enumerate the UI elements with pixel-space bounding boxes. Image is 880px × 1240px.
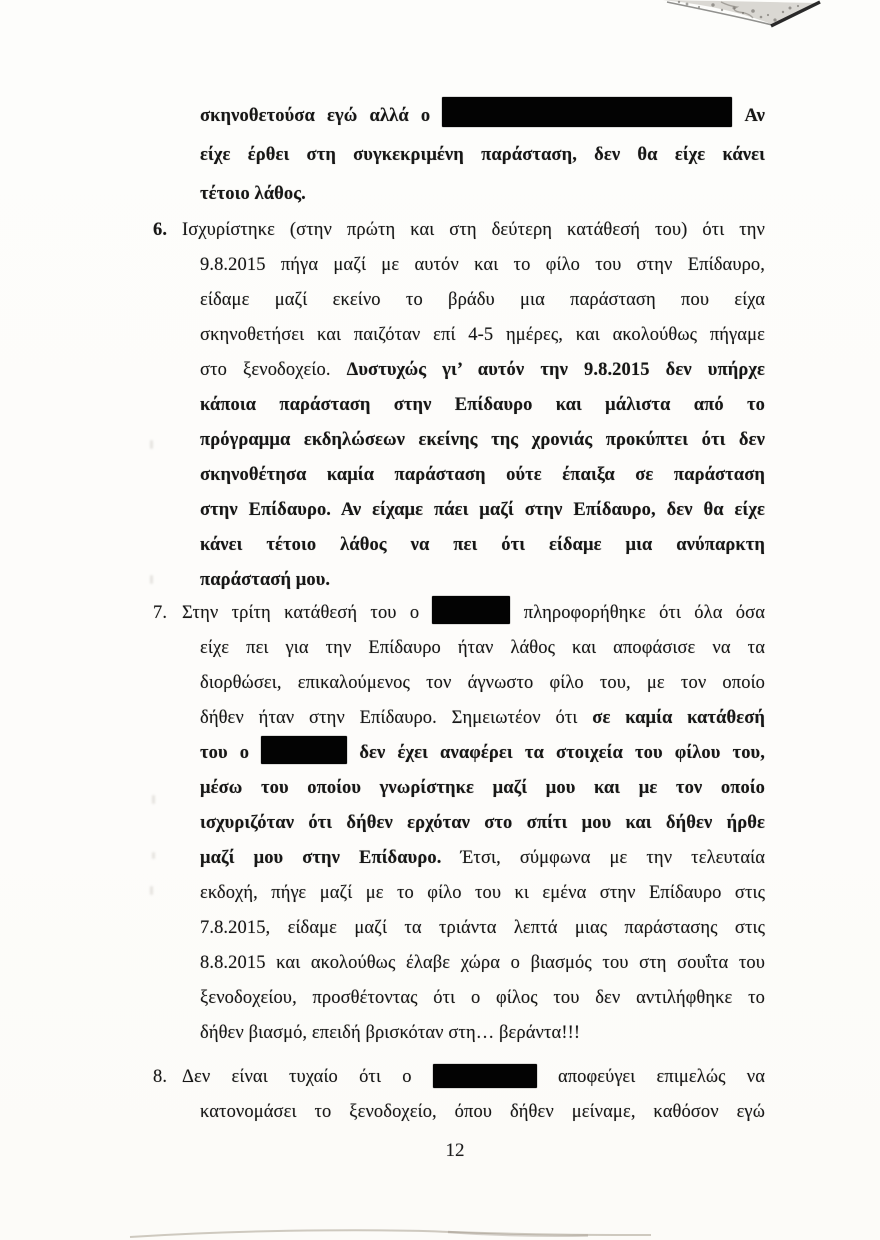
- text-line: [200, 1095, 765, 1130]
- page-number: 12: [445, 1140, 465, 1161]
- text-line: [200, 283, 765, 318]
- redaction-bar: [432, 596, 510, 624]
- paragraph-p7: [153, 596, 766, 1051]
- text-line: [200, 423, 765, 458]
- text-segment: σκηνοθέτησα καμία παράσταση ούτε έπαιξα σε παράσταση: [200, 465, 765, 485]
- text-line: [200, 318, 765, 353]
- text-segment: δήθεν ήταν στην Επίδαυρο. Σημειωτέον ότι: [200, 708, 578, 728]
- text-segment: πληροφορήθηκε ότι όλα όσα: [523, 603, 766, 623]
- text-segment: δήθεν βιασμό, επειδή βρισκόταν στη… βεράντα!!!: [200, 1023, 581, 1043]
- text-line: [200, 528, 765, 563]
- text-line: [200, 876, 765, 911]
- text-line: [200, 493, 765, 528]
- text-segment: σκηνοθετούσα εγώ αλλά ο: [200, 106, 431, 126]
- scan-artifact-bottom-line: [118, 1224, 663, 1240]
- text-segment: αποφεύγει επιμελώς να: [557, 1067, 765, 1087]
- text-segment: στην Επίδαυρο. Αν είχαμε πάει μαζί στην Επίδαυρο, δεν θα είχε: [200, 500, 765, 520]
- text-segment: στο ξενοδοχείο.: [200, 360, 331, 380]
- text-segment: πρόγραμμα εκδηλώσεων εκείνης της χρονιάς προκύπτει ότι δεν: [200, 430, 765, 450]
- text-line: [200, 911, 765, 946]
- text-segment: 8.8.2015 και ακολούθως έλαβε χώρα ο βιασμός του στη σουΐτα του: [200, 953, 765, 973]
- text-line: [200, 97, 765, 136]
- text-segment: ξενοδοχείου, προσθέτοντας ότι ο φίλος του δεν αντιλήφθηκε το: [200, 988, 765, 1008]
- text-segment: σκηνοθετήσει και παιζόταν επί 4-5 ημέρες, και ακολούθως πήγαμε: [200, 325, 765, 345]
- paragraph-frag: [200, 97, 765, 214]
- text-line: [182, 213, 765, 248]
- text-segment: κατονομάσει το ξενοδοχείο, όπου δήθεν μείναμε, καθόσον εγώ: [200, 1102, 765, 1122]
- redaction-bar: [442, 97, 732, 127]
- text-segment: του ο: [200, 743, 250, 763]
- text-segment: Δεν είναι τυχαίο ότι ο: [182, 1067, 412, 1087]
- text-line: [200, 631, 765, 666]
- list-number: 8.: [153, 1067, 168, 1087]
- text-segment: μέσω του οποίου γνωρίστηκε μαζί μου και με τον οποίο: [200, 778, 765, 798]
- text-segment: μαζί μου στην Επίδαυρο.: [200, 848, 442, 868]
- text-segment: παράστασή μου.: [200, 570, 331, 590]
- text-segment: εκδοχή, πήγε μαζί με το φίλο του κι εμένα στην Επίδαυρο στις: [200, 883, 765, 903]
- text-line: [200, 563, 765, 598]
- text-segment: διορθώσει, επικαλούμενος τον άγνωστο φίλο του, με τον οποίο: [200, 673, 765, 693]
- paragraph-p6: [153, 213, 765, 598]
- text-line: [182, 596, 765, 631]
- text-line: [200, 701, 765, 736]
- text-segment: τέτοιο λάθος.: [200, 184, 306, 204]
- text-line: [200, 388, 765, 423]
- text-segment: Στην τρίτη κατάθεσή του ο: [182, 603, 420, 623]
- scan-ghost-mark: [150, 440, 153, 449]
- text-line: [200, 666, 765, 701]
- text-segment: Δυστυχώς γι’ αυτόν την 9.8.2015 δεν υπήρχε: [346, 360, 765, 380]
- text-line: [200, 175, 765, 214]
- redaction-bar: [433, 1064, 537, 1088]
- text-segment: είχε πει για την Επίδαυρο ήταν λάθος και αποφάσισε να τα: [200, 638, 765, 658]
- text-segment: Έτσι, σύμφωνα με την τελευταία: [460, 848, 765, 868]
- text-line: [200, 771, 765, 806]
- text-line: [200, 806, 765, 841]
- text-line: [200, 946, 765, 981]
- text-segment: είδαμε μαζί εκείνο το βράδυ μια παράσταση που είχα: [200, 290, 765, 310]
- text-segment: 9.8.2015 πήγα μαζί με αυτόν και το φίλο του στην Επίδαυρο,: [200, 255, 765, 275]
- text-segment: Ισχυρίστηκε (στην πρώτη και στη δεύτερη κατάθεσή του) ότι την: [182, 220, 765, 240]
- text-line: [200, 353, 765, 388]
- text-segment: κάποια παράσταση στην Επίδαυρο και μάλιστα από το: [200, 395, 765, 415]
- scan-ghost-mark: [152, 795, 155, 804]
- scan-artifact-top-right: [625, 0, 840, 42]
- text-segment: σε καμία κατάθεσή: [592, 708, 765, 728]
- text-line: [200, 248, 765, 283]
- text-segment: δεν έχει αναφέρει τα στοιχεία του φίλου του,: [359, 743, 765, 763]
- text-segment: 7.8.2015, είδαμε μαζί τα τριάντα λεπτά μιας παράστασης στις: [200, 918, 765, 938]
- list-number: 7.: [153, 603, 168, 623]
- text-line: [182, 1060, 765, 1095]
- text-line: [200, 1016, 765, 1051]
- scan-ghost-mark: [152, 852, 155, 859]
- text-line: [200, 736, 765, 771]
- text-segment: είχε έρθει στη συγκεκριμένη παράσταση, δεν θα είχε κάνει: [200, 145, 765, 165]
- text-line: [200, 458, 765, 493]
- scan-ghost-mark: [150, 575, 153, 584]
- redaction-bar: [261, 736, 347, 764]
- text-segment: κάνει τέτοιο λάθος να πει ότι είδαμε μια ανύπαρκτη: [200, 535, 765, 555]
- scan-ghost-mark: [150, 886, 153, 895]
- text-segment: ισχυριζόταν ότι δήθεν ερχόταν στο σπίτι μου και δήθεν ήρθε: [200, 813, 765, 833]
- text-line: [200, 981, 765, 1016]
- list-number: 6.: [153, 220, 168, 240]
- text-segment: Αν: [744, 106, 765, 126]
- paragraph-p8: [153, 1060, 765, 1130]
- text-line: [200, 841, 765, 876]
- text-line: [200, 136, 765, 175]
